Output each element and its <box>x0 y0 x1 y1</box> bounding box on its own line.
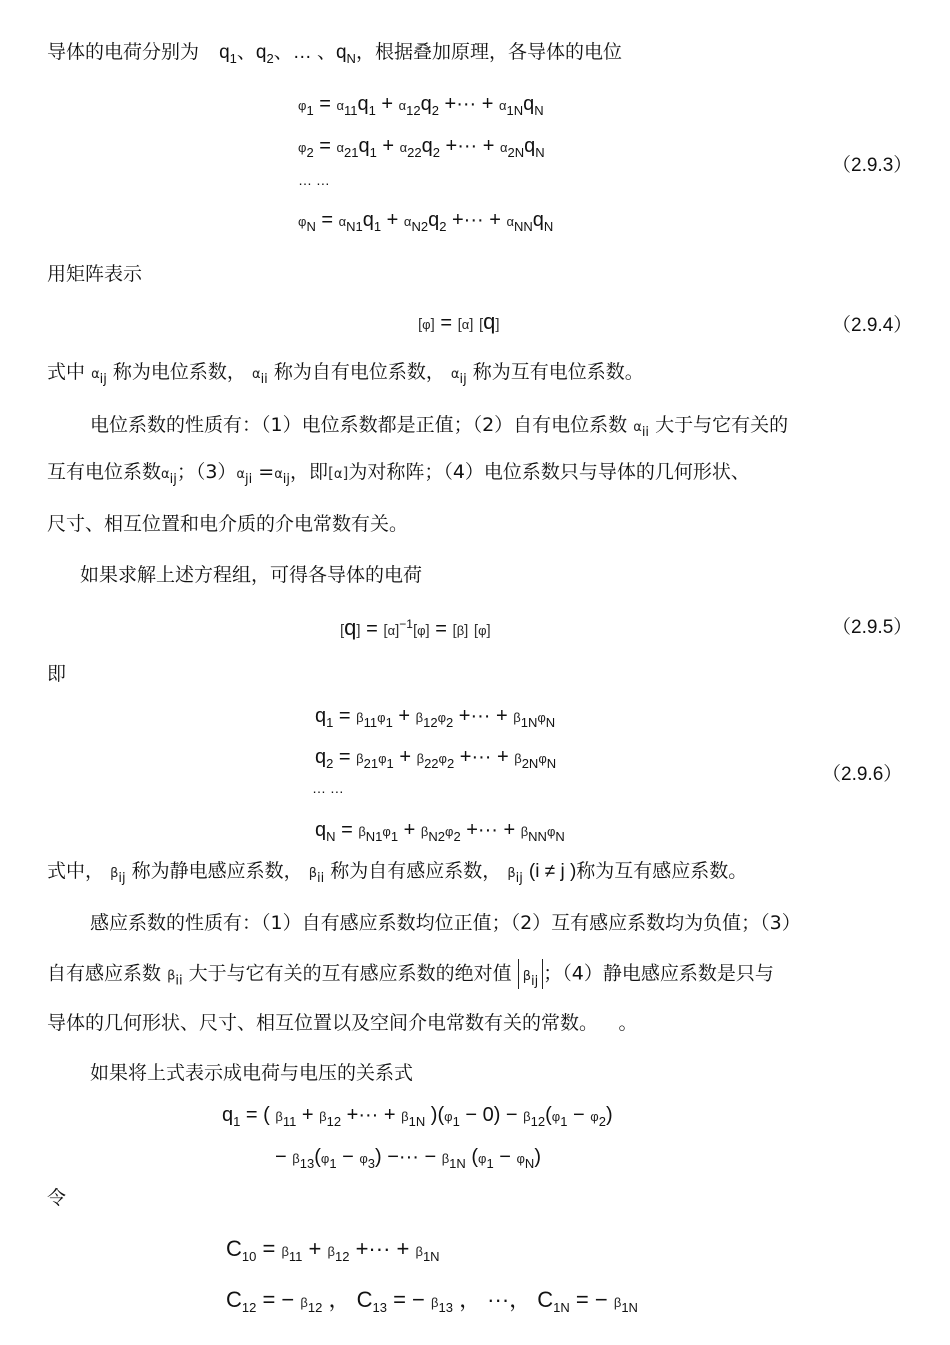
paragraph-charges: 导体的电荷分别为 $q_1$、$q_2$、… 、$q_N$，根据叠加原理，各导体的电位 <box>47 41 622 66</box>
equation-q1: $q_1 = \beta_{11}\varphi_1 + \beta_{12}\varphi_2$ +··· + $\beta_{1N}\varphi_N$ <box>315 705 556 730</box>
equation-matrix: [φ] = [α] [q] <box>418 309 500 334</box>
paragraph-properties-line2: 互有电位系数$\alpha_{ij}$；$(3)\alpha_{ji} =\alpha_{ij}$，即[α]为对称阵；（4）电位系数只与导体的几何形状、 <box>47 461 750 487</box>
equation-number: （2.9.4） <box>832 315 913 336</box>
paragraph-relation: 如果将上式表示成电荷与电压的关系式 <box>90 1062 414 1084</box>
paragraph-ji: 即 <box>47 663 67 685</box>
paragraph-solve: 如果求解上述方程组，可得各导体的电荷 <box>80 564 423 586</box>
equation-number: （2.9.5） <box>832 617 913 638</box>
equation-q1-relation: $q_1$ = ( $\beta_{11} + \beta_{12}$ +··· + $\beta_{1N}$ )$(\varphi_1 - 0) - \beta_{12}(\varphi_1 - \varphi_2)$ <box>222 1104 613 1129</box>
equation-phi2: $\varphi_2 = \alpha_{21}q_1 + \alpha_{22}q_2$ +··· + $\alpha_{2N}q_N$ <box>298 135 545 160</box>
equation-c12: $C_{12}$ = − $\beta_{12}$ ， $C_{13}$ = − $\beta_{13}$ ， ···， $C_{1N}$ = − $\beta_{1N}$ <box>226 1287 638 1315</box>
equation-c10: $C_{10} = \beta_{11} + \beta_{12}$ +··· + $\beta_{1N}$ <box>226 1236 440 1264</box>
equation-q1-relation-line2: − $\beta_{13}(\varphi_1 - \varphi_3)$ −··· − $\beta_{1N}$ $(\varphi_1 - \varphi_N)$ <box>275 1146 541 1171</box>
paragraph-induction-definitions: 式中， $\beta_{ij}$ 称为静电感应系数， $\beta_{ii}$ 称为自有感应系数， $\beta_{ij}$ (i ≠ j )称为互有感应系数。 <box>47 860 748 886</box>
paragraph-properties-line3: 尺寸、相互位置和电介质的介电常数有关。 <box>47 513 409 535</box>
paragraph-induction-properties-line2: 自有感应系数 $\beta_{ii}$ 大于与它有关的互有感应系数的绝对值 $\beta_{ij}$ ；（4）静电感应系数是只与 <box>47 959 774 994</box>
equation-qN: $q_N = \beta_{N1}\varphi_1 + \beta_{N2}\varphi_2$ +··· + $\beta_{NN}\varphi_N$ <box>315 819 565 844</box>
equation-phi1: $\varphi_1 = \alpha_{11}q_1 + \alpha_{12}q_2$ +··· + $\alpha_{1N}q_N$ <box>298 93 544 118</box>
paragraph-definitions: 式中 $\alpha_{ij}$ 称为电位系数， $\alpha_{ii}$ 称为自有电位系数， $\alpha_{ij}$ 称为互有电位系数。 <box>47 361 644 387</box>
ellipsis: … … <box>298 172 330 188</box>
paragraph-properties: 电位系数的性质有：（1）电位系数都是正值；（2）自有电位系数 $\alpha_{ii}$ 大于与它有关的 <box>90 414 789 440</box>
paragraph-induction-properties-line3: 导体的几何形状、尺寸、相互位置以及空间介电常数有关的常数。 。 <box>47 1012 638 1034</box>
ellipsis: … … <box>312 780 344 796</box>
paragraph-matrix: 用矩阵表示 <box>47 263 143 285</box>
equation-q2: $q_2 = \beta_{21}\varphi_1 + \beta_{22}\varphi_2$ +··· + $\beta_{2N}\varphi_N$ <box>315 746 557 771</box>
equation-inverse: $[q] = [\alpha]^{-1}[\varphi] = [\beta]$ [φ] <box>340 615 491 640</box>
paragraph-ling: 令 <box>47 1187 67 1209</box>
equation-phiN: $\varphi_N = \alpha_{N1}q_1 + \alpha_{N2}q_2$ +··· + $\alpha_{NN}q_N$ <box>298 209 554 234</box>
paragraph-induction-properties: 感应系数的性质有：（1）自有感应系数均位正值；（2）互有感应系数均为负值；（3） <box>90 912 801 934</box>
equation-number: （2.9.3） <box>832 155 913 176</box>
equation-number: （2.9.6） <box>822 764 903 785</box>
